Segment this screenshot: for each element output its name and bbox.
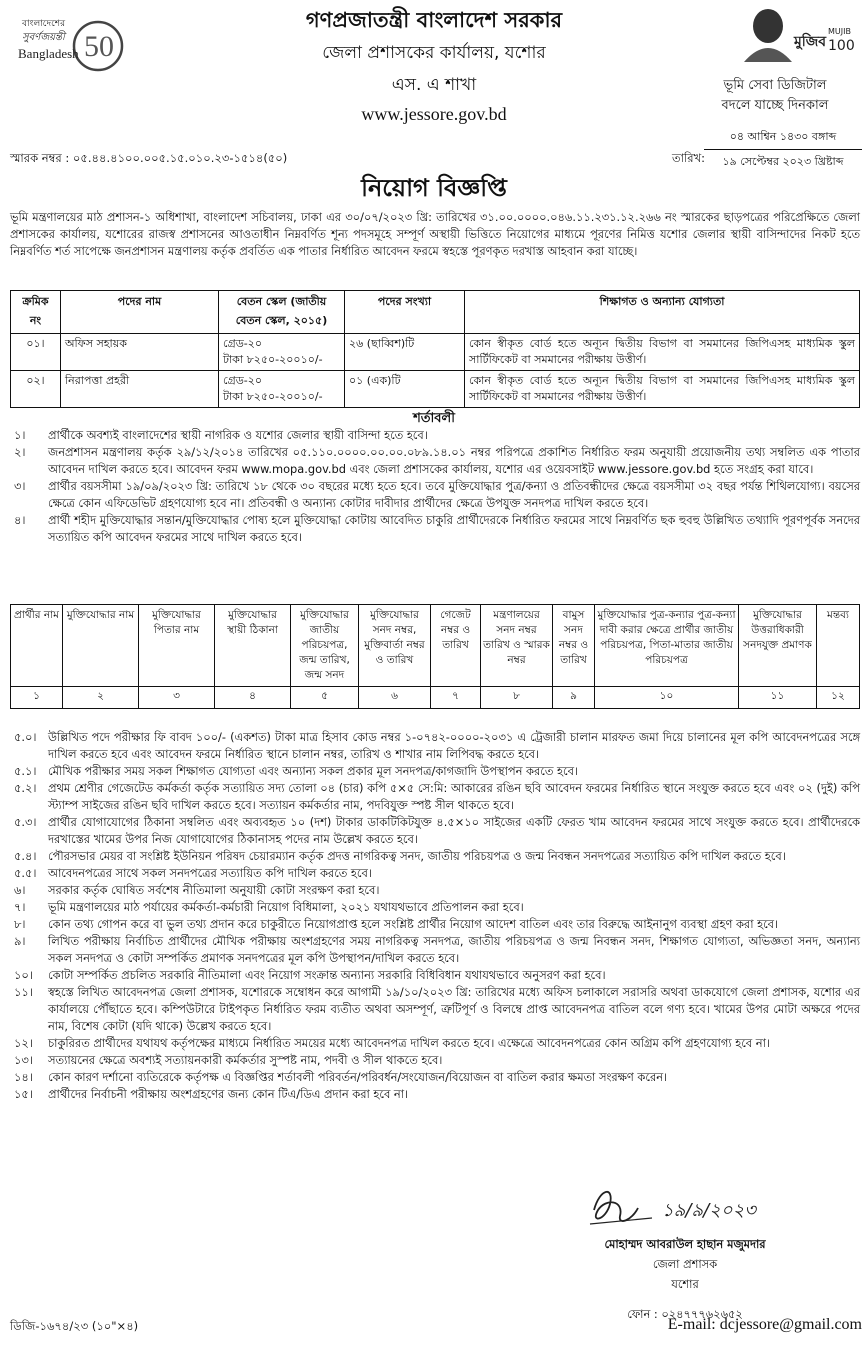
condition-text: কোন কারণ দর্শানো ব্যতিরেকে কর্তৃপক্ষ এ বিজ্ঞপ্তির শর্তাবলী পরিবর্তন/পরিবর্ধন/সংযোজন/বিয়োজন বা বাতিল করার ক্ষমতা সংরক্ষণ করেন। <box>48 1070 668 1084</box>
ff-header: মুক্তিযোদ্ধার পিতার নাম <box>139 605 215 687</box>
condition-item <box>10 984 860 1035</box>
condition-number: ৫.৫। <box>14 866 37 880</box>
condition-text: মৌখিক পরীক্ষার সময় সকল শিক্ষাগত যোগ্যতা এবং অন্যান্য সকল প্রকার মূল সনদপত্র/কাগজাদি উপস্থাপন করতে হবে। <box>48 764 578 778</box>
condition-text: আবেদনপত্রের সাথে সকল সনদপত্রের সত্যায়িত কপি দাখিল করতে হবে। <box>48 866 372 880</box>
date-english: ১৯ সেপ্টেম্বর ২০২৩ খ্রিষ্টাব্দ <box>722 155 844 168</box>
condition-text: উল্লিখিত পদে পরীক্ষার ফি বাবদ ১০০/- (একশত) টাকা মাত্র হিসাব কোড নম্বর ১-০৭৪২-০০০০-২০৩১ এ ট্রেজারী চালান মারফত জমা দিয়ে চালানের মূল কপি আবেদনপত্রের সঙ্গে দাখিল করতে হবে এবং আবেদন ফরমে নির্ধারিত স্থানে চালান নম্বর, তারিখ ও শাখার নাম লিপিবদ্ধ করতে হবে। <box>48 730 860 761</box>
condition-item <box>10 1052 860 1069</box>
header-qualification: শিক্ষাগত ও অন্যান্য যোগ্যতা <box>465 291 860 334</box>
notice-title: নিয়োগ বিজ্ঞপ্তি <box>361 174 507 202</box>
condition-number: ৭। <box>14 900 26 914</box>
condition-item <box>10 814 860 848</box>
condition-number: ১২। <box>14 1036 33 1050</box>
condition-number: ১৩। <box>14 1053 33 1067</box>
row-post: নিরাপত্তা প্রহরী <box>61 371 219 408</box>
signatory-name: মোহাম্মদ আবরাউল হাছান মজুমদার <box>604 1237 766 1251</box>
condition-text: প্রার্থীকে অবশ্যই বাংলাদেশের স্থায়ী নাগরিক ও যশোর জেলার স্থায়ী বাসিন্দা হতে হবে। <box>48 428 428 442</box>
branch-name: এস. এ শাখা <box>391 75 477 95</box>
logo-right-number: 100 <box>828 38 855 54</box>
date-box <box>704 128 862 172</box>
condition-text: প্রথম শ্রেণীর গেজেটেড কর্মকর্তা কর্তৃক সত্যায়িত সদ্য তোলা ০৪ (চার) কপি ৫×৫ সে:মি: আকারের রঙিন ছবি আবেদন ফরমের নির্ধারিত স্থানে সংযুক্ত করতে হবে এবং ০২ (দুই) কপি স্ট্যাম্প সাইজের রঙিন ছবি দাখিল করতে হবে। সত্যায়ন কর্মকর্তার নাম, পদবিযুক্ত স্পষ্ট সীল থাকতে হবে। <box>48 781 860 812</box>
logo-right-text-2: MUJIB <box>828 27 851 36</box>
row-pay: টাকা ৮২৫০-২০০১০/- <box>223 390 323 403</box>
header-serial: ক্রমিক নং <box>11 291 61 334</box>
condition-item <box>10 1069 860 1086</box>
condition-number: ৯। <box>14 934 26 948</box>
condition-item <box>10 882 860 899</box>
signature <box>580 1180 790 1236</box>
row-serial: ০১। <box>11 334 61 371</box>
ff-col-number: ২ <box>63 687 139 709</box>
condition-number: ৫.০। <box>14 730 37 744</box>
date-bangla: ০৪ আশ্বিন ১৪৩০ বঙ্গাব্দ <box>704 128 862 150</box>
row-grade: গ্রেড-২০ <box>223 374 263 387</box>
row-count: ২৬ (ছাব্বিশ)টি <box>345 334 465 371</box>
condition-text: জনপ্রশাসন মন্ত্রণালয় কর্তৃক ২৯/১২/২০১৪ তারিখের ০৫.১১০.০০০০.০০.০০.০৮৯.১৪.০১ নম্বর পরিপত্রে প্রকাশিত নির্ধারিত ফরম অনুযায়ী প্রয়োজনীয় তথ্য সম্বলিত এক পাতার আবেদন দাখিল করতে হবে। আবেদন ফরম www.mopa.gov.bd এবং জেলা প্রশাসকের কার্যালয়, যশোর এর ওয়েবসাইট www.jessore.gov.bd হতে সংগ্রহ করা যাবে। <box>48 445 860 476</box>
government-heading: গণপ্রজাতন্ত্রী বাংলাদেশ সরকার <box>305 8 563 32</box>
intro-paragraph: ভূমি মন্ত্রণালয়ের মাঠ প্রশাসন-১ অধিশাখা, বাংলাদেশ সচিবালয়, ঢাকা এর ৩০/০৭/২০২৩ খ্রি: তারিখের ৩১.০০.০০০০.০৪৬.১১.২৩১.১২.২৬৬ নং স্মারকের ছাড়পত্রের পরিপ্রেক্ষিতে জেলা প্রশাসকের কার্যালয়, যশোরের রাজস্ব প্রশাসনের আওতাধীন নিম্নবর্ণিত শূন্য পদসমূহে সম্পূর্ণ অস্থায়ী ভিত্তিতে নিয়োগের মাধ্যমে পূরণের নিমিত্ত যশোর জেলার স্থায়ী বাসিন্দাদের নিকট হতে নিম্নবর্ণিত শর্ত সাপেক্ষে জনপ্রশাসন মন্ত্রণালয় কর্তৃক প্রবর্তিত এক পাতার নির্ধারিত আবেদন ফরমে স্বহস্তে পূরণকৃত দরখাস্ত আহবান করা যাচ্ছে। <box>10 210 860 258</box>
ff-col-number: ৮ <box>481 687 553 709</box>
posts-table-header <box>11 291 860 334</box>
slogan-line-2: বদলে যাচ্ছে দিনকাল <box>721 98 829 113</box>
row-qualification: কোন স্বীকৃত বোর্ড হতে অন্যূন দ্বিতীয় বিভাগ বা সমমানের জিপিএসহ মাধ্যমিক স্কুল সার্টিফিকেট বা সমমানের পরীক্ষায় উত্তীর্ণ। <box>465 371 860 408</box>
ff-col-number: ৬ <box>359 687 431 709</box>
condition-text: কোটা সম্পর্কিত প্রচলিত সরকারি নীতিমালা এবং নিয়োগ সংক্রান্ত অন্যান্য সরকারি বিধিবিধান যথাযথভাবে অনুসরণ করা হবে। <box>48 968 606 982</box>
office-website[interactable]: www.jessore.gov.bd <box>361 104 507 124</box>
condition-item <box>10 916 860 933</box>
condition-number: ৮। <box>14 917 26 931</box>
condition-number: ৬। <box>14 883 26 897</box>
ff-col-number: ১০ <box>595 687 739 709</box>
condition-item <box>10 478 860 512</box>
condition-text: কোন তথ্য গোপন করে বা ভুল তথ্য প্রদান করে চাকুরীতে নিয়োগপ্রাপ্ত হলে সংশ্লিষ্ট প্রার্থীর নিয়োগ আদেশ বাতিল এবং তার বিরুদ্ধে আইনানুগ ব্যবস্থা গ্রহণ করা হবে। <box>48 917 779 931</box>
header-count: পদের সংখ্যা <box>345 291 465 334</box>
ff-header: মুক্তিযোদ্ধার জাতীয় পরিচয়পত্র, জন্ম তারিখ, জন্ম সনদ <box>291 605 359 687</box>
row-grade: গ্রেড-২০ <box>223 337 263 350</box>
ff-header: মুক্তিযোদ্ধার নাম <box>63 605 139 687</box>
row-pay: টাকা ৮২৫০-২০০১০/- <box>223 353 323 366</box>
row-qualification: কোন স্বীকৃত বোর্ড হতে অন্যূন দ্বিতীয় বিভাগ বা সমমানের জিপিএসহ মাধ্যমিক স্কুল সার্টিফিকেট বা সমমানের পরীক্ষায় উত্তীর্ণ। <box>465 334 860 371</box>
logo-left-text-3: Bangladesh <box>18 46 79 61</box>
condition-item <box>10 512 860 546</box>
posts-table <box>10 290 860 408</box>
condition-item <box>10 729 860 763</box>
condition-text: ভূমি মন্ত্রণালয়ের মাঠ পর্যায়ের কর্মকর্তা-কর্মচারী নিয়োগ বিধিমালা, ২০২১ যথাযথভাবে প্রতিপালন করা হবে। <box>48 900 524 914</box>
condition-number: ৫.৩। <box>14 815 37 829</box>
condition-text: সরকার কর্তৃক ঘোষিত সর্বশেষ নীতিমালা অনুযায়ী কোটা সংরক্ষণ করা হবে। <box>48 883 380 897</box>
condition-item <box>10 780 860 814</box>
condition-item <box>10 933 860 967</box>
ff-header: মুক্তিযোদ্ধার পুত্র-কন্যার পুত্র-কন্যা দাবী করার ক্ষেত্রে প্রার্থীর জাতীয় পরিচয়পত্র, পিতা-মাতার জাতীয় পরিচয়পত্র <box>595 605 739 687</box>
ff-col-number: ৭ <box>431 687 481 709</box>
ff-header: বামুস সনদ নম্বর ও তারিখ <box>553 605 595 687</box>
condition-text: প্রার্থীর যোগাযোগের ঠিকানা সম্বলিত এবং অব্যবহৃত ১০ (দশ) টাকার ডাকটিকিটযুক্ত ৪.৫×১০ সাইজের একটি ফেরত খাম আবেদন ফরমের সাথে সংযুক্ত করতে হবে। প্রার্থীদেরকে দরখাস্তের খামের উপর নিজ যোগাযোগের ঠিকানাসহ পদের নাম উল্লেখ করতে হবে। <box>48 815 860 846</box>
header-post: পদের নাম <box>61 291 219 334</box>
condition-item <box>10 444 860 478</box>
ff-header: গেজেট নম্বর ও তারিখ <box>431 605 481 687</box>
condition-item <box>10 865 860 882</box>
slogan-line-1: ভূমি সেবা ডিজিটাল <box>723 78 827 93</box>
condition-number: ৫.১। <box>14 764 37 778</box>
signature-date: ১৯/৯/২০২৩ <box>662 1200 756 1221</box>
row-scale <box>219 371 345 408</box>
condition-number: ১০। <box>14 968 33 982</box>
condition-text: প্রার্থীর বয়সসীমা ১৯/০৯/২০২৩ খ্রি: তারিখে ১৮ থেকে ৩০ বছরের মধ্যে হতে হবে। তবে মুক্তিযোদ্ধার পুত্র/কন্যা ও প্রতিবন্ধীদের ক্ষেত্রে বয়সসীমা ৩২ বছর পর্যন্ত শিথিলযোগ্য। বয়সের ক্ষেত্রে কোন এফিডেভিট গ্রহণযোগ্য হবে না। প্রতিবন্ধী ও অন্যান্য কোটার দাবীদার প্রার্থীদের ক্ষেত্রে উপযুক্ত সনদপত্র দাখিল করতে হবে। <box>48 479 860 510</box>
condition-text: প্রার্থীদের নির্বাচনী পরীক্ষায় অংশগ্রহণের জন্য কোন টিএ/ডিএ প্রদান করা হবে না। <box>48 1087 409 1101</box>
golden-jubilee-logo <box>14 10 124 86</box>
ff-col-number: ১ <box>11 687 63 709</box>
table-row <box>11 371 860 408</box>
logo-left-text-1: বাংলাদেশের <box>22 19 66 29</box>
condition-item <box>10 967 860 984</box>
condition-text: সত্যায়নের ক্ষেত্রে অবশ্যই সত্যায়নকারী কর্মকর্তার সুস্পষ্ট নাম, পদবী ও সীল থাকতে হবে। <box>48 1053 443 1067</box>
ff-table-header <box>11 605 860 687</box>
ff-col-number: ১১ <box>739 687 817 709</box>
office-name: জেলা প্রশাসকের কার্যালয়, যশোর <box>322 43 546 63</box>
date-label: তারিখ: <box>672 151 706 165</box>
condition-number: ৩। <box>14 479 26 493</box>
header-scale: বেতন স্কেল (জাতীয় বেতন স্কেল, ২০১৫) <box>219 291 345 334</box>
row-scale <box>219 334 345 371</box>
condition-text: প্রার্থী শহীদ মুক্তিযোদ্ধার সন্তান/মুক্তিযোদ্ধার পোষ্য হলে মুক্তিযোদ্ধা কোটায় আবেদিত চাকুরি প্রার্থীদেরকে নির্ধারিত ফরমের সাথে নিম্নবর্ণিত ছক হুবহু উল্লিখিত তথ্যাদি পূরণপূর্বক সনদের সত্যায়িত কপি আবেদন ফরমের সাথে দাখিল করতে হবে। <box>48 513 860 544</box>
ff-number-row <box>11 687 860 709</box>
condition-text: চাকুরিরত প্রার্থীদের যথাযথ কর্তৃপক্ষের মাধ্যমে নির্ধারিত সময়ের মধ্যে আবেদনপত্র দাখিল করতে হবে। এক্ষেত্রে আবেদনপত্রের কোন অগ্রিম কপি গ্রহণযোগ্য হবে না। <box>48 1036 770 1050</box>
logo-left-text-2: সুবর্ণজয়ন্তী <box>22 32 65 43</box>
logo-left-number: 50 <box>84 30 114 63</box>
condition-number: ৫.২। <box>14 781 37 795</box>
condition-text: পৌরসভার মেয়র বা সংশ্লিষ্ট ইউনিয়ন পরিষদ চেয়ারম্যান কর্তৃক প্রদত্ত নাগরিকত্ব সনদ, জাতীয় পরিচয়পত্র ও জন্ম নিবন্ধন সনদপত্রের সত্যায়িত কপি দাখিল করতে হবে। <box>48 849 786 863</box>
ff-col-number: ১২ <box>817 687 860 709</box>
ff-header: মন্ত্রণালয়ের সনদ নম্বর তারিখ ও স্মারক নম্বর <box>481 605 553 687</box>
ff-header: মন্তব্য <box>817 605 860 687</box>
logo-right-text-1: মুজিব <box>794 34 827 50</box>
ff-col-number: ৫ <box>291 687 359 709</box>
memo-number: স্মারক নম্বর : ০৫.৪৪.৪১০০.০০৫.১৫.০১০.২৩-১৫১৪(৫০) <box>10 151 288 165</box>
condition-item <box>10 848 860 865</box>
table-row <box>11 334 860 371</box>
condition-item <box>10 427 860 444</box>
ff-header: মুক্তিযোদ্ধার সনদ নম্বর, মুক্তিবার্তা নম্বর ও তারিখ <box>359 605 431 687</box>
conditions-list-a <box>10 427 860 546</box>
row-post: অফিস সহায়ক <box>61 334 219 371</box>
freedom-fighter-table <box>10 604 860 709</box>
condition-number: ২। <box>14 445 26 459</box>
condition-number: ১৫। <box>14 1087 33 1101</box>
conditions-list-b <box>10 729 860 1103</box>
mujib-100-logo <box>730 4 860 64</box>
ff-header: মুক্তিযোদ্ধার উত্তরাধিকারী সনদযুক্ত প্রমাণক <box>739 605 817 687</box>
row-serial: ০২। <box>11 371 61 408</box>
condition-item <box>10 1035 860 1052</box>
signatory-phone: ফোন : ০২৪৭৭৭৬২৬৫২ <box>627 1307 743 1321</box>
conditions-title: শর্তাবলী <box>413 411 455 426</box>
condition-number: ১। <box>14 428 26 442</box>
ff-header: প্রার্থীর নাম <box>11 605 63 687</box>
ff-header: মুক্তিযোদ্ধার স্থায়ী ঠিকানা <box>215 605 291 687</box>
condition-number: ১৪। <box>14 1070 33 1084</box>
condition-number: ৫.৪। <box>14 849 37 863</box>
signatory-designation: জেলা প্রশাসক <box>652 1257 718 1271</box>
signatory-email[interactable]: E-mail: dcjessore@gmail.com <box>667 1316 862 1333</box>
ff-col-number: ৪ <box>215 687 291 709</box>
footer-print-code: ডিজি-১৬৭৪/২৩ (১০"×৪) <box>10 1319 139 1333</box>
ff-col-number: ৩ <box>139 687 215 709</box>
row-count: ০১ (এক)টি <box>345 371 465 408</box>
condition-text: লিখিত পরীক্ষায় নির্বাচিত প্রার্থীদের মৌখিক পরীক্ষায় অংশগ্রহণের সময় নাগরিকত্ব সনদপত্র, জাতীয় পরিচয়পত্র ও জন্ম নিবন্ধন সনদ, শিক্ষাগত যোগ্যতা, অভিজ্ঞতা সনদ, অন্যান্য সকল সনদপত্র ও কোটা সম্পর্কিত প্রমাণক সনদপত্রের মূল কপি উপস্থাপন/দাখিল করতে হবে। <box>48 934 860 965</box>
condition-number: ৪। <box>14 513 26 527</box>
ff-col-number: ৯ <box>553 687 595 709</box>
condition-text: স্বহস্তে লিখিত আবেদনপত্র জেলা প্রশাসক, যশোরকে সম্বোধন করে আগামী ১৯/১০/২০২৩ খ্রি: তারিখের মধ্যে অফিস চলাকালে সরাসরি অথবা ডাকযোগে জেলা প্রশাসক, যশোর এর কার্যালয়ে পৌঁছাতে হবে। কম্পিউটারে টাইপকৃত নির্ধারিত ফরম ব্যতীত অথবা অসম্পূর্ণ, ত্রুটিপূর্ণ ও বিলম্বে প্রাপ্ত আবেদনপত্র বাতিল বলে গণ্য হবে। খামের উপর মোটা অক্ষরে পদের নাম, বিশেষ কোটা (যদি থাকে) উল্লেখ করতে হবে। <box>48 985 860 1033</box>
signatory-district: যশোর <box>671 1277 699 1291</box>
condition-item <box>10 763 860 780</box>
condition-number: ১১। <box>14 985 33 999</box>
condition-item <box>10 899 860 916</box>
condition-item <box>10 1086 860 1103</box>
